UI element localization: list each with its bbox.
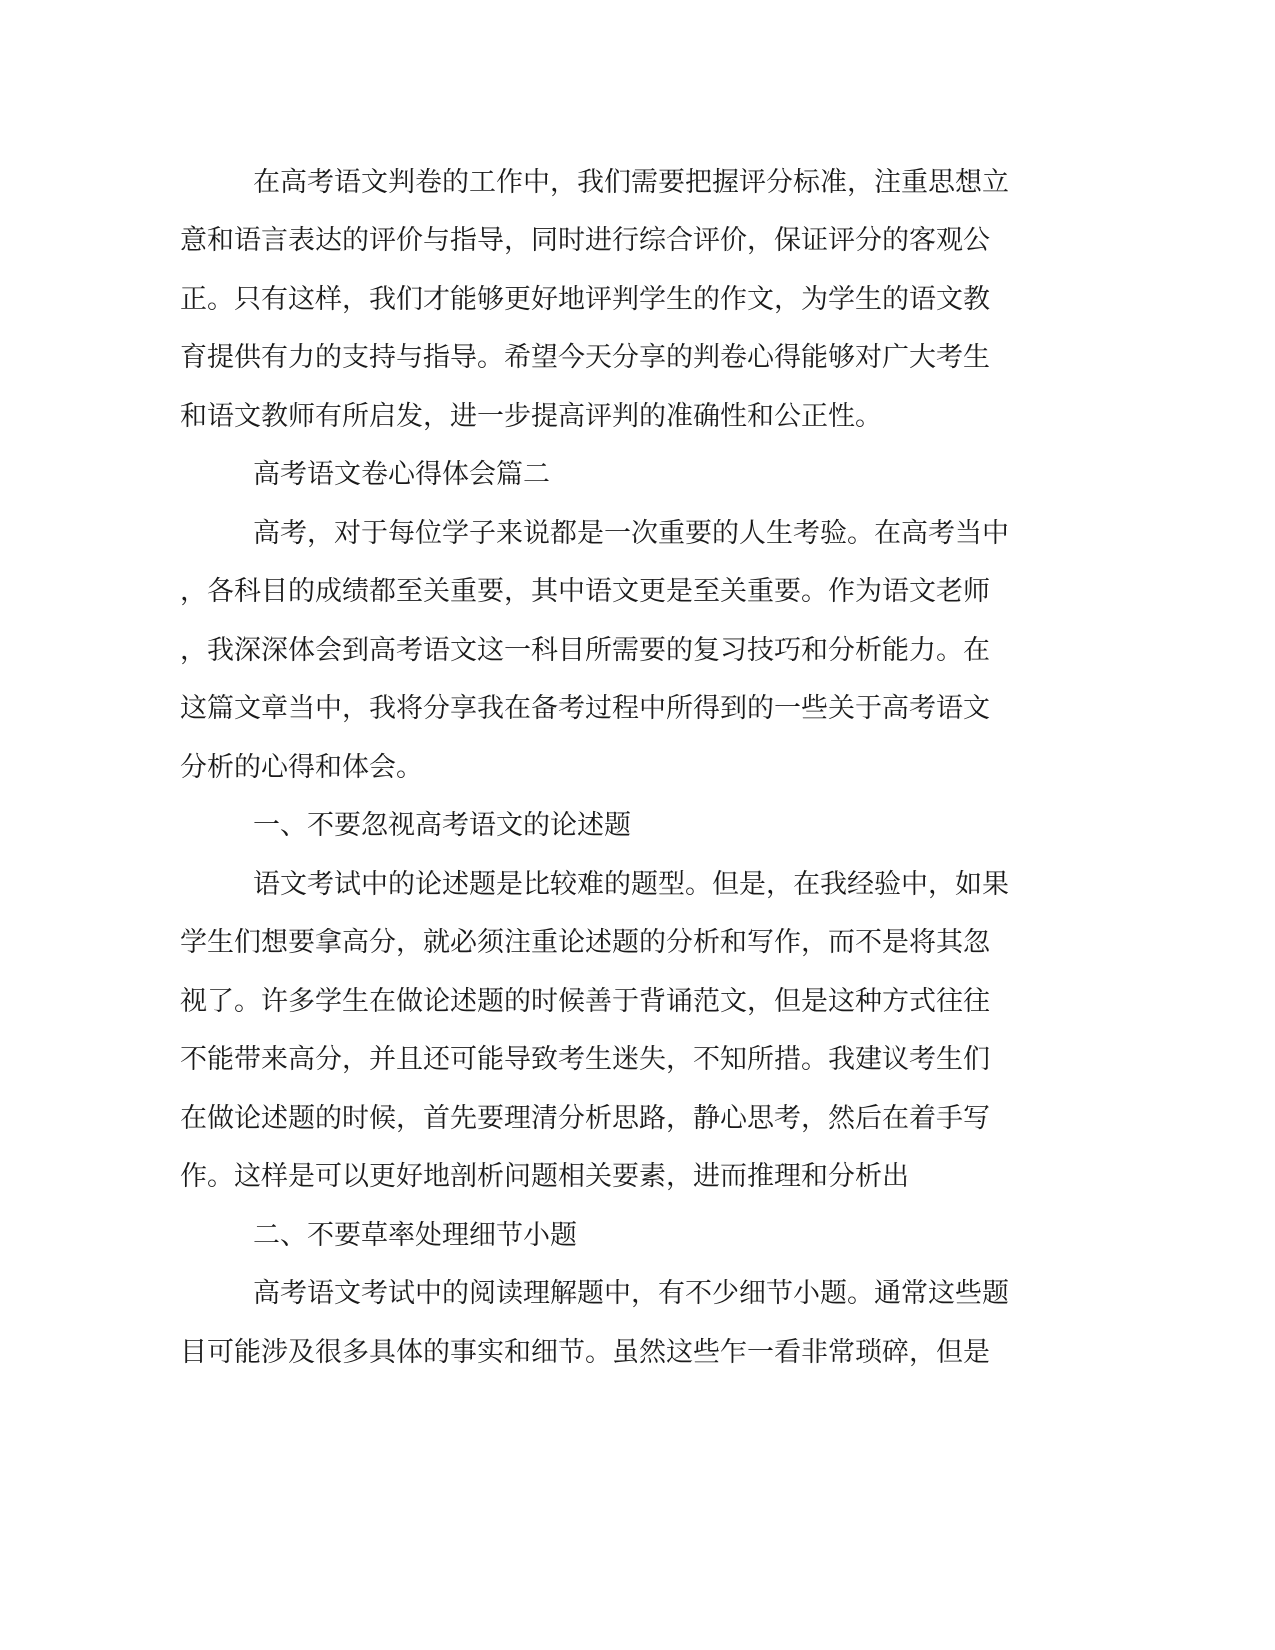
text-line: ，各科目的成绩都至关重要，其中语文更是至关重要。作为语文老师 — [180, 576, 990, 607]
text-line: 视了。许多学生在做论述题的时候善于背诵范文，但是这种方式往往 — [180, 986, 990, 1017]
text-line: 在高考语文判卷的工作中，我们需要把握评分标准，注重思想立 — [253, 167, 1009, 198]
text-line: 高考语文考试中的阅读理解题中，有不少细节小题。通常这些题 — [253, 1278, 1009, 1309]
text-line: ，我深深体会到高考语文这一科目所需要的复习技巧和分析能力。在 — [180, 635, 990, 666]
text-line: 高考，对于每位学子来说都是一次重要的人生考验。在高考当中 — [253, 518, 1009, 549]
text-line: 这篇文章当中，我将分享我在备考过程中所得到的一些关于高考语文 — [180, 693, 990, 724]
text-line: 育提供有力的支持与指导。希望今天分享的判卷心得能够对广大考生 — [180, 342, 990, 373]
text-line: 不能带来高分，并且还可能导致考生迷失，不知所措。我建议考生们 — [180, 1044, 990, 1075]
text-line: 在做论述题的时候，首先要理清分析思路，静心思考，然后在着手写 — [180, 1103, 990, 1134]
text-line: 正。只有这样，我们才能够更好地评判学生的作文，为学生的语文教 — [180, 284, 990, 315]
text-line: 意和语言表达的评价与指导，同时进行综合评价，保证评分的客观公 — [180, 225, 990, 256]
text-line: 分析的心得和体会。 — [180, 752, 423, 783]
section-heading: 高考语文卷心得体会篇二 — [253, 459, 550, 490]
text-line: 作。这样是可以更好地剖析问题相关要素，进而推理和分析出 — [180, 1161, 909, 1192]
text-line: 学生们想要拿高分，就必须注重论述题的分析和写作，而不是将其忽 — [180, 927, 990, 958]
subsection-heading: 二、不要草率处理细节小题 — [253, 1220, 577, 1251]
text-line: 和语文教师有所启发，进一步提高评判的准确性和公正性。 — [180, 401, 882, 432]
subsection-heading: 一、不要忽视高考语文的论述题 — [253, 810, 631, 841]
text-line: 语文考试中的论述题是比较难的题型。但是，在我经验中，如果 — [253, 869, 1009, 900]
text-line: 目可能涉及很多具体的事实和细节。虽然这些乍一看非常琐碎，但是 — [180, 1337, 990, 1368]
